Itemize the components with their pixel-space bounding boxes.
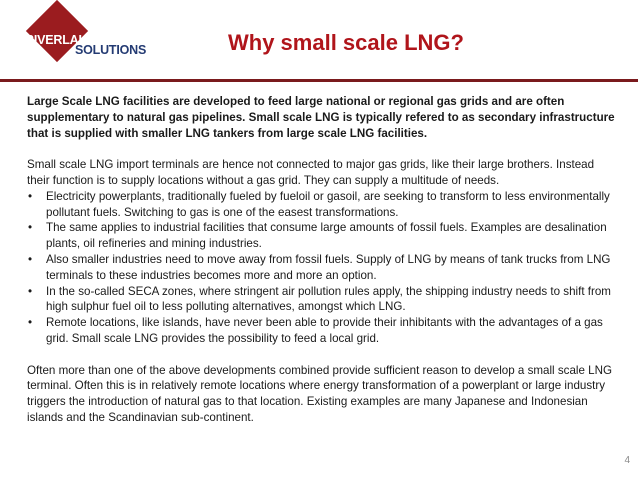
list-item (27, 284, 617, 316)
bullet-icon: • (28, 252, 33, 266)
logo-text-riverlake: RIVERLAKE (25, 33, 96, 47)
list-item-text: Remote locations, like islands, have never been able to provide their inhibitants with the advantages of a gas grid. Small scale LNG provides the possibility to feed a local grid. (46, 316, 603, 345)
page-number: 4 (624, 455, 630, 466)
bullet-icon: • (28, 221, 33, 235)
list-item-text: The same applies to industrial facilities that consume large amounts of fossil fuels. Examples are desalination plants, oil refineries and mining industries. (46, 221, 607, 251)
paragraph-needs: Small scale LNG import terminals are hence not connected to major gas grids, like their large brothers. Instead their function is to supply locations without a gas grid. They can supply a multitude of needs. (27, 158, 595, 187)
list-item-text: Electricity powerplants, traditionally fueled by fueloil or gasoil, are seeking to transform to less environmentally pollutant fuels. Switching to gas is one of the easest transformations. (46, 189, 610, 219)
bullet-icon: • (28, 316, 33, 330)
needs-list (27, 189, 617, 347)
list-item (27, 315, 617, 347)
intro-paragraph: Large Scale LNG facilities are developed to feed large national or regional gas grids and are often supplementary to natural gas pipelines. Small scale LNG is typically refered to as secondary infrastructure that is supplied with smaller LNG tankers from large scale LNG facilities. (27, 95, 615, 140)
bullet-icon: • (28, 284, 33, 298)
closing-paragraph: Often more than one of the above developments combined provide sufficient reason to develop a small scale LNG terminal. Often this is in relatively remote locations where energy transformation of a powerplant or large industry triggers the introduction of natural gas to that location. Existing examples are many Japanese and Indonesian islands and the Scandinavian sub-continent. (27, 363, 612, 424)
list-item (27, 252, 617, 284)
list-item-text: In the so-called SECA zones, where stringent air pollution rules apply, the shipping industry needs to shift from high sulphur fuel oil to less polluting alternatives, amongst which LNG. (46, 284, 611, 314)
bullet-icon: • (28, 189, 33, 203)
header-divider (0, 79, 638, 82)
logo-text-solutions: SOLUTIONS (75, 43, 147, 57)
slide-body (27, 94, 617, 426)
list-item (27, 220, 617, 252)
list-item (27, 189, 617, 221)
list-item-text: Also smaller industries need to move away from fossil fuels. Supply of LNG by means of tank trucks from LNG terminals to these industries becomes more and more an option. (46, 252, 611, 282)
slide-title: Why small scale LNG? (228, 30, 464, 55)
riverlake-logo (15, 4, 165, 76)
